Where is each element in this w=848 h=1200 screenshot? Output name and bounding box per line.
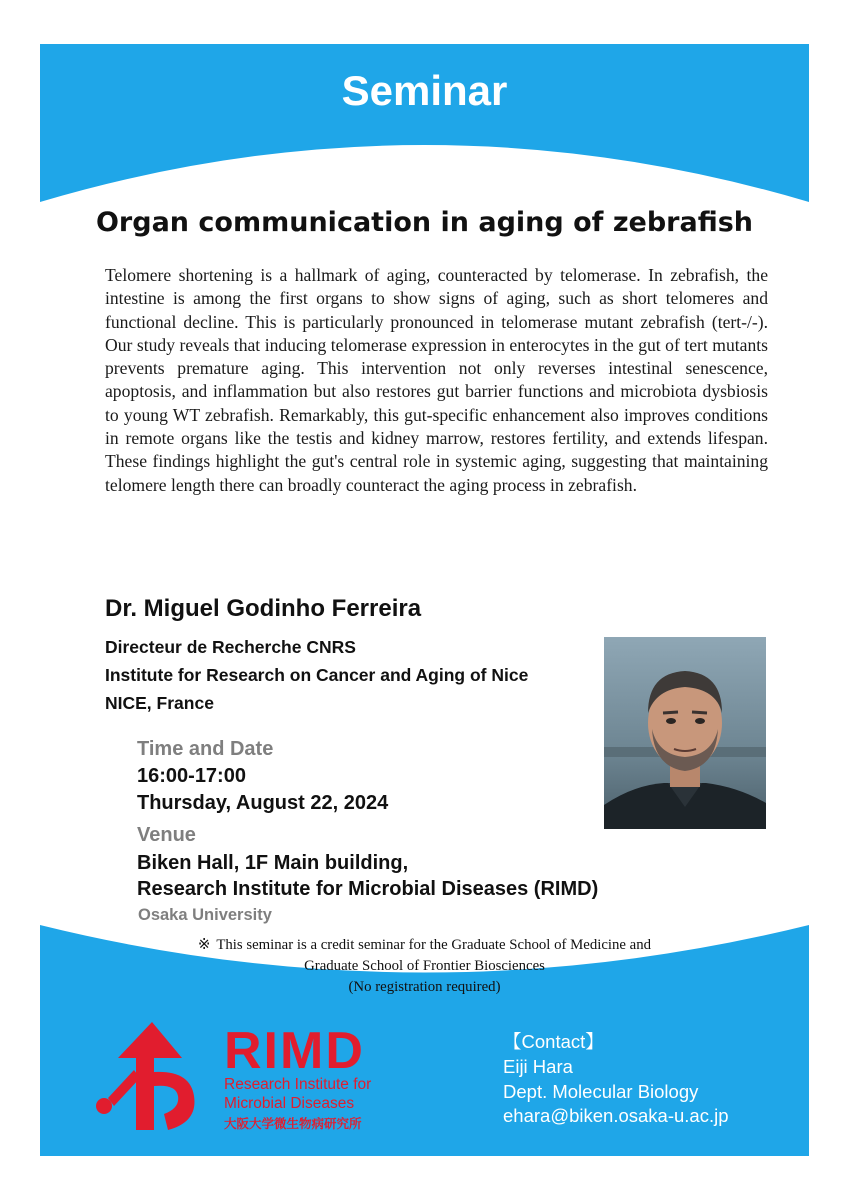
schedule-date: Thursday, August 22, 2024 xyxy=(137,792,389,814)
contact-heading: 【Contact】 xyxy=(503,1031,604,1052)
schedule-time: 16:00-17:00 xyxy=(137,765,246,787)
contact-email[interactable]: ehara@biken.osaka-u.ac.jp xyxy=(503,1105,729,1126)
rimd-sub-line2: Microbial Diseases xyxy=(224,1095,355,1112)
rimd-wordmark: RIMD xyxy=(224,1022,365,1080)
contact-department: Dept. Molecular Biology xyxy=(503,1081,699,1102)
talk-title: Organ communication in aging of zebrafish xyxy=(95,207,754,238)
note-mark: ※ xyxy=(197,937,211,953)
rimd-japanese-name: 大阪大学微生物病研究所 xyxy=(224,1116,362,1131)
speaker-location: NICE, France xyxy=(105,693,214,713)
poster-title: Seminar xyxy=(341,67,508,114)
note-text-1: This seminar is a credit seminar for the Graduate School of Medicine and xyxy=(216,937,652,953)
credit-note-line1 xyxy=(40,935,809,956)
venue-line1: Biken Hall, 1F Main building, xyxy=(137,852,409,874)
rimd-logo-mark xyxy=(94,1018,224,1136)
rimd-sub-line1: Research Institute for xyxy=(224,1076,372,1093)
venue-line2: Research Institute for Microbial Diseases (RIMD) xyxy=(137,878,599,900)
schedule-label: Time and Date xyxy=(137,738,274,760)
speaker-institute: Institute for Research on Cancer and Aging of Nice xyxy=(105,665,529,685)
talk-abstract: Telomere shortening is a hallmark of aging, counteracted by telomerase. In zebrafish, the intestine is among the first organs to show signs of aging, such as short telomeres and functional decline. This is particularly pronounced in telomerase mutant zebrafish (tert-/-). Our study reveals that inducing telomerase expression in enterocytes in the gut of tert mutants prevents premature aging. This intervention not only reverses intestinal senescence, apoptosis, and inflammation but also restores gut barrier functions and microbiota dysbiosis to young WT zebrafish. Remarkably, this gut-specific enhancement also improves conditions in remote organs like the testis and kidney marrow, restores fertility, and extends lifespan. These findings highlight the gut's central role in systemic aging, suggesting that maintaining telomere length there can broadly counteract the aging process in zebrafish. xyxy=(105,265,768,495)
speaker-position: Directeur de Recherche CNRS xyxy=(105,637,356,657)
credit-note-line2: Graduate School of Frontier Biosciences xyxy=(304,958,545,974)
speaker-name: Dr. Miguel Godinho Ferreira xyxy=(105,595,422,622)
contact-name: Eiji Hara xyxy=(503,1056,573,1077)
speaker-photo xyxy=(604,637,766,829)
venue-line3: Osaka University xyxy=(138,906,272,924)
speaker-portrait-image xyxy=(604,637,766,829)
venue-label: Venue xyxy=(137,824,196,846)
credit-note-line3: (No registration required) xyxy=(348,979,501,995)
